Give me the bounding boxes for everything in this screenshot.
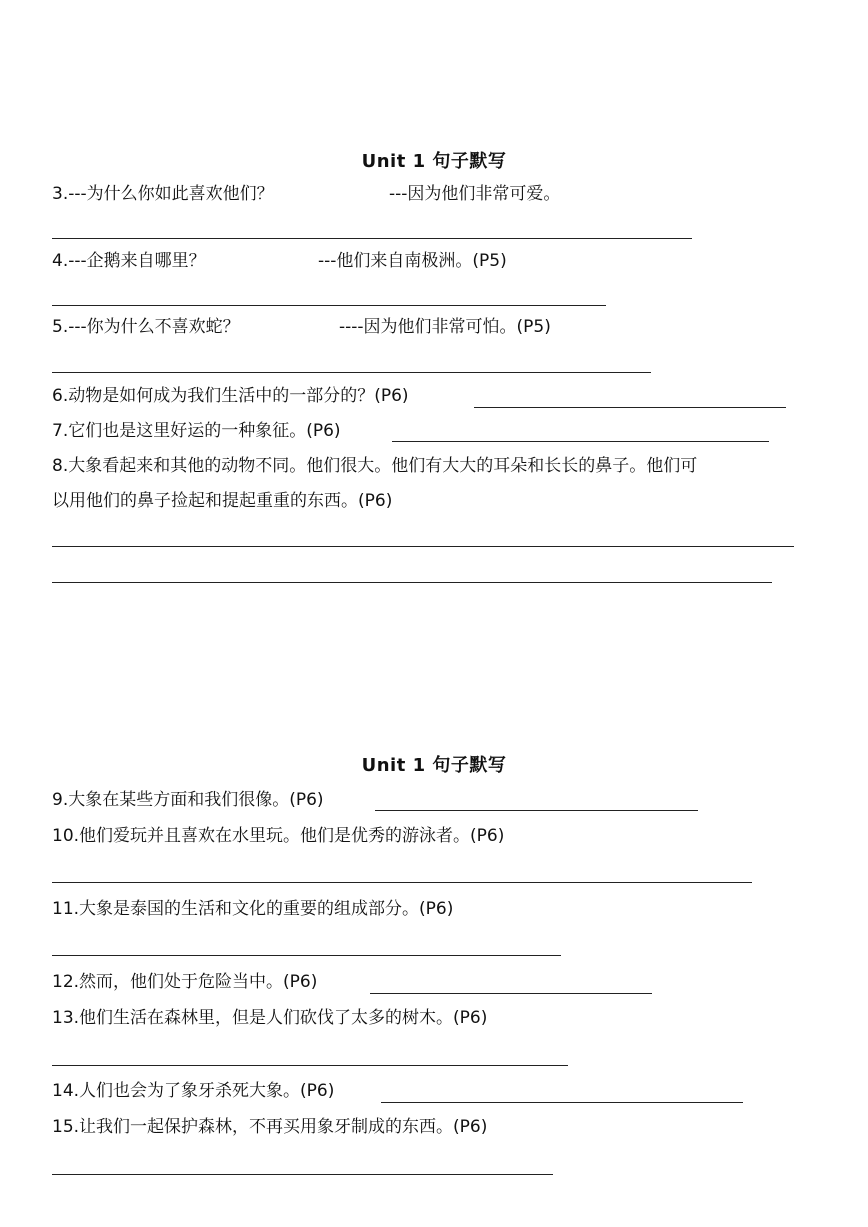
question-number: 14.	[52, 1081, 80, 1101]
question-text: 它们也是这里好运的一种象征。(P6)	[68, 421, 341, 441]
question-text: 他们爱玩并且喜欢在水里玩。他们是优秀的游泳者。(P6)	[79, 826, 505, 846]
question-8-line-2: 以用他们的鼻子捡起和提起重重的东西。(P6)	[52, 491, 393, 511]
question-text: 让我们一起保护森林，不再买用象牙制成的东西。(P6)	[79, 1117, 488, 1137]
section-2-title: Unit 1 句子默写	[361, 755, 507, 776]
question-number: 3.	[52, 184, 69, 204]
question-number: 15.	[52, 1117, 80, 1137]
question-11	[52, 899, 453, 919]
question-9	[52, 790, 324, 810]
answer-line[interactable]	[381, 1102, 743, 1103]
question-number: 4.	[52, 251, 69, 271]
question-5	[52, 317, 240, 337]
question-7	[52, 421, 341, 441]
question-number: 5.	[52, 317, 69, 337]
question-number: 8.	[52, 456, 69, 476]
question-text: 大象在某些方面和我们很像。(P6)	[68, 790, 324, 810]
question-5-reply: ----因为他们非常可怕。(P5)	[339, 317, 551, 337]
question-text: 大象是泰国的生活和文化的重要的组成部分。(P6)	[79, 899, 454, 919]
question-text: ---企鹅来自哪里？	[68, 251, 206, 271]
answer-line[interactable]	[52, 582, 772, 583]
answer-line[interactable]	[52, 882, 752, 883]
question-10	[52, 826, 504, 846]
answer-line[interactable]	[52, 1174, 553, 1175]
answer-line[interactable]	[52, 305, 606, 306]
question-text: ---你为什么不喜欢蛇？	[68, 317, 240, 337]
answer-line[interactable]	[52, 372, 651, 373]
answer-line[interactable]	[52, 546, 794, 547]
question-number: 11.	[52, 899, 80, 919]
question-3-reply: ---因为他们非常可爱。	[389, 184, 561, 204]
question-number: 6.	[52, 386, 69, 406]
answer-line[interactable]	[375, 810, 698, 811]
question-text: 他们生活在森林里，但是人们砍伐了太多的树木。(P6)	[79, 1008, 488, 1028]
question-text: 动物是如何成为我们生活中的一部分的？(P6)	[68, 386, 409, 406]
question-4-reply: ---他们来自南极洲。(P5)	[318, 251, 507, 271]
question-13	[52, 1008, 487, 1028]
answer-line[interactable]	[370, 993, 652, 994]
question-8	[52, 456, 697, 476]
question-15	[52, 1117, 487, 1137]
question-text: 大象看起来和其他的动物不同。他们很大。他们有大大的耳朵和长长的鼻子。他们可	[68, 456, 698, 476]
question-number: 9.	[52, 790, 69, 810]
question-4	[52, 251, 206, 271]
question-number: 12.	[52, 972, 80, 992]
question-text: 然而，他们处于危险当中。(P6)	[79, 972, 318, 992]
section-1-title: Unit 1 句子默写	[361, 151, 507, 172]
question-number: 7.	[52, 421, 69, 441]
answer-line[interactable]	[474, 407, 786, 408]
question-text: 人们也会为了象牙杀死大象。(P6)	[79, 1081, 335, 1101]
question-14	[52, 1081, 334, 1101]
answer-line[interactable]	[52, 955, 561, 956]
question-3	[52, 184, 274, 204]
answer-line[interactable]	[52, 238, 692, 239]
answer-line[interactable]	[52, 1065, 568, 1066]
question-number: 10.	[52, 826, 80, 846]
question-number: 13.	[52, 1008, 80, 1028]
question-6	[52, 386, 409, 406]
question-text: ---为什么你如此喜欢他们？	[68, 184, 274, 204]
answer-line[interactable]	[392, 441, 769, 442]
question-12	[52, 972, 317, 992]
